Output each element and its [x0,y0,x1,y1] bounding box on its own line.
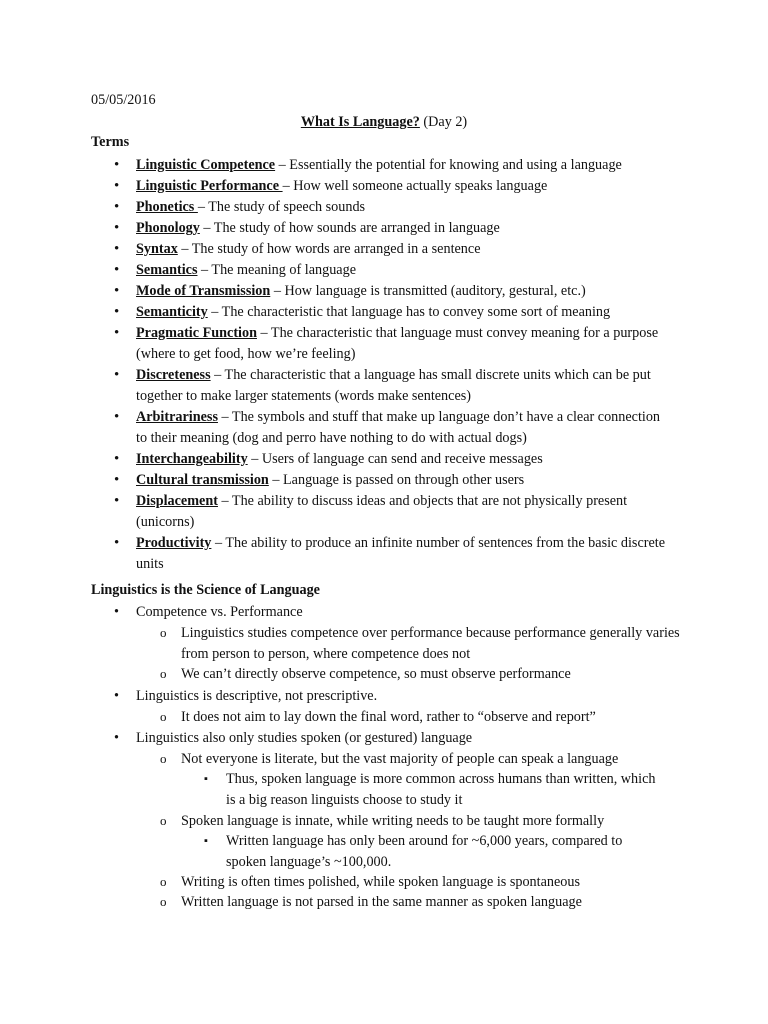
terms-heading: Terms [91,134,130,150]
term-item: • Pragmatic Function – The characteristic that language must convey meaning for a purpose (where to get food, how we’re feeling) [0,323,768,365]
term-item: • Productivity – The ability to produce an infinite number of sentences from the basic discrete units [0,533,768,575]
outline-item: • Linguistics also only studies spoken (or gestured) language [136,728,472,749]
outline-subitem: o We can’t directly observe competence, so must observe performance [181,664,681,685]
outline-item: • Linguistics is descriptive, not prescriptive. [136,686,377,707]
term-item: • Phonology – The study of how sounds are arranged in language [0,218,768,239]
term-item: • Linguistic Competence – Essentially the potential for knowing and using a language [0,155,768,176]
science-heading: Linguistics is the Science of Language [91,582,320,598]
document-date: 05/05/2016 [91,92,156,108]
outline-subsubitem: ▪ Written language has only been around for ~6,000 years, compared to spoken language’s ~100,000. [226,831,666,872]
term-item: • Discreteness – The characteristic that a language has small discrete units which can be put together to make larger statements (words make sentences) [0,365,768,407]
term-item: • Phonetics – The study of speech sounds [0,197,768,218]
outline-subitem: o Written language is not parsed in the same manner as spoken language [181,892,681,913]
term-item: • Displacement – The ability to discuss ideas and objects that are not physically present (unicorns) [0,491,768,533]
term-item: • Mode of Transmission – How language is transmitted (auditory, gestural, etc.) [0,281,768,302]
outline-subitem: o Not everyone is literate, but the vast majority of people can speak a language [181,749,681,770]
outline-subitem: o Spoken language is innate, while writing needs to be taught more formally [181,811,681,832]
term-item: • Cultural transmission – Language is passed on through other users [0,470,768,491]
term-item: • Arbitrariness – The symbols and stuff that make up language don’t have a clear connection to their meaning (dog and perro have nothing to do with actual dogs) [0,407,768,449]
term-item: • Semanticity – The characteristic that language has to convey some sort of meaning [0,302,768,323]
term-item: • Interchangeability – Users of language can send and receive messages [0,449,768,470]
term-item: • Linguistic Performance – How well someone actually speaks language [0,176,768,197]
term-item: • Syntax – The study of how words are arranged in a sentence [0,239,768,260]
outline-subitem: o Linguistics studies competence over performance because performance generally varies from person to person, where competence does not [181,623,681,664]
term-item: • Semantics – The meaning of language [0,260,768,281]
outline-item: • Competence vs. Performance [136,602,303,623]
outline-subsubitem: ▪ Thus, spoken language is more common across humans than written, which is a big reason linguists choose to study it [226,769,666,810]
outline-subitem: o Writing is often times polished, while spoken language is spontaneous [181,872,681,893]
outline-subitem: o It does not aim to lay down the final word, rather to “observe and report” [181,707,681,728]
title-sub: (Day 2) [419,114,468,130]
terms-list [0,155,768,575]
document-title [0,114,768,131]
title-main: What Is Language? [300,114,420,130]
